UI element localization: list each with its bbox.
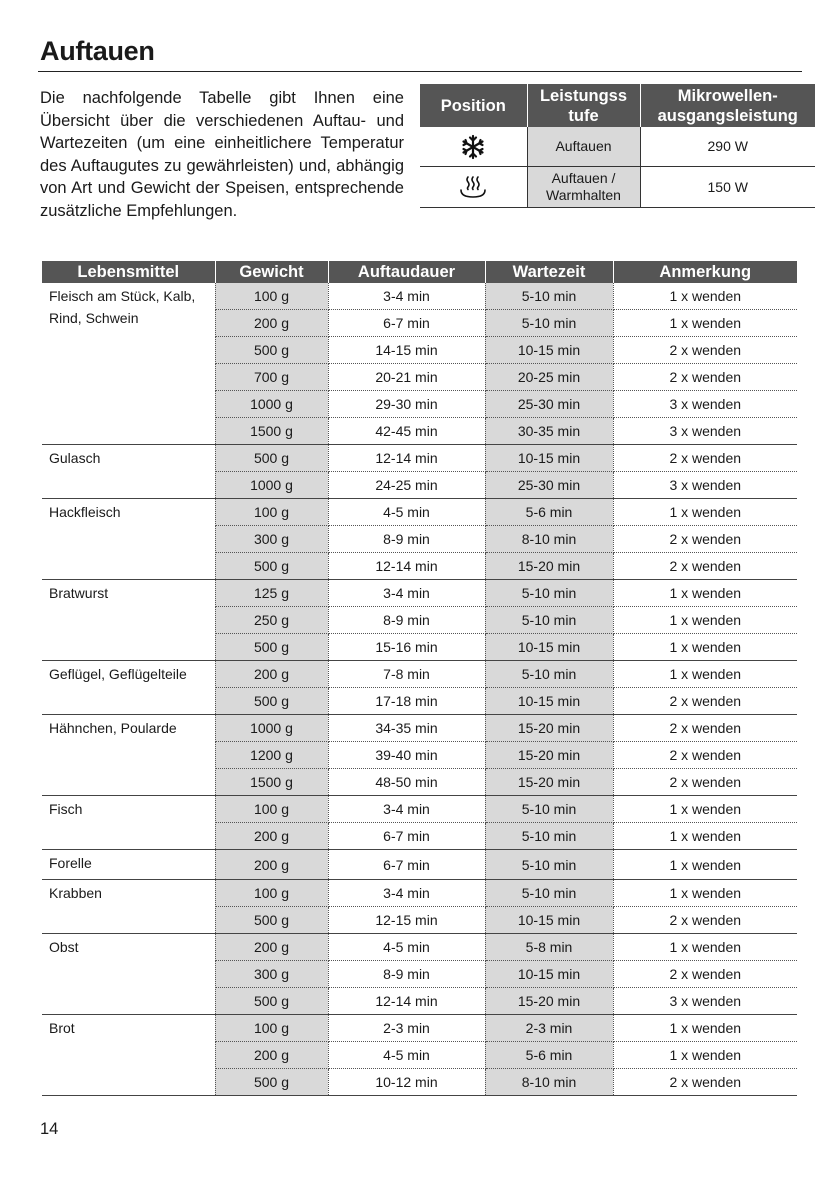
standing-time-cell: 5-6 min bbox=[485, 1042, 613, 1069]
note-cell: 1 x wenden bbox=[613, 607, 797, 634]
weight-cell: 250 g bbox=[215, 607, 328, 634]
table-row bbox=[42, 1015, 797, 1042]
weight-cell: 200 g bbox=[215, 1042, 328, 1069]
standing-time-cell: 8-10 min bbox=[485, 526, 613, 553]
table-row bbox=[42, 934, 797, 961]
defrost-time-cell: 12-15 min bbox=[328, 907, 485, 934]
note-cell: 2 x wenden bbox=[613, 769, 797, 796]
defrost-time-cell: 3-4 min bbox=[328, 796, 485, 823]
note-cell: 2 x wenden bbox=[613, 526, 797, 553]
weight-cell: 200 g bbox=[215, 661, 328, 688]
standing-time-cell: 5-10 min bbox=[485, 796, 613, 823]
defrost-time-cell: 8-9 min bbox=[328, 961, 485, 988]
intro-paragraph: Die nachfolgende Tabelle gibt Ihnen eine Übersicht über die verschiedenen Auftau- und Wartezeiten (um eine einheitlichere Temperatur des Auftaugutes zu gewährleisten) und, abhängig von Art und Gewicht der Speisen, entsprechende zusätzliche Empfehlungen. bbox=[40, 89, 404, 220]
standing-time-cell: 20-25 min bbox=[485, 364, 613, 391]
header-food: Lebensmittel bbox=[42, 261, 215, 283]
page-number: 14 bbox=[40, 1120, 59, 1138]
standing-time-cell: 15-20 min bbox=[485, 988, 613, 1015]
keep-warm-icon bbox=[459, 174, 487, 200]
note-cell: 1 x wenden bbox=[613, 823, 797, 850]
header-weight: Gewicht bbox=[215, 261, 328, 283]
defrost-time-cell: 12-14 min bbox=[328, 553, 485, 580]
defrost-time-cell: 42-45 min bbox=[328, 418, 485, 445]
standing-time-cell: 15-20 min bbox=[485, 553, 613, 580]
power-level-cell: Auftauen bbox=[527, 127, 640, 167]
standing-time-cell: 15-20 min bbox=[485, 715, 613, 742]
power-header-level: Leistungss tufe bbox=[527, 84, 640, 127]
food-cell: Krabben bbox=[42, 880, 215, 934]
defrost-time-cell: 6-7 min bbox=[328, 310, 485, 337]
standing-time-cell: 5-10 min bbox=[485, 607, 613, 634]
weight-cell: 500 g bbox=[215, 445, 328, 472]
note-cell: 2 x wenden bbox=[613, 553, 797, 580]
snowflake-icon bbox=[460, 134, 486, 160]
weight-cell: 1500 g bbox=[215, 418, 328, 445]
standing-time-cell: 5-10 min bbox=[485, 661, 613, 688]
weight-cell: 100 g bbox=[215, 1015, 328, 1042]
table-row bbox=[42, 580, 797, 607]
note-cell: 2 x wenden bbox=[613, 337, 797, 364]
note-cell: 2 x wenden bbox=[613, 961, 797, 988]
defrost-time-cell: 8-9 min bbox=[328, 607, 485, 634]
defrost-time-cell: 7-8 min bbox=[328, 661, 485, 688]
power-level-table bbox=[420, 84, 815, 208]
power-header-position: Position bbox=[420, 84, 527, 127]
food-cell: Brot bbox=[42, 1015, 215, 1096]
note-cell: 2 x wenden bbox=[613, 715, 797, 742]
note-cell: 3 x wenden bbox=[613, 418, 797, 445]
page-title: Auftauen bbox=[40, 36, 155, 66]
food-cell: Geflügel, Geflügelteile bbox=[42, 661, 215, 715]
note-cell: 2 x wenden bbox=[613, 742, 797, 769]
table-row bbox=[42, 715, 797, 742]
table-row bbox=[42, 850, 797, 880]
table-row bbox=[42, 661, 797, 688]
food-cell: Forelle bbox=[42, 850, 215, 880]
food-cell: Obst bbox=[42, 934, 215, 1015]
note-cell: 3 x wenden bbox=[613, 988, 797, 1015]
defrost-time-cell: 14-15 min bbox=[328, 337, 485, 364]
standing-time-cell: 10-15 min bbox=[485, 961, 613, 988]
defrost-time-cell: 10-12 min bbox=[328, 1069, 485, 1096]
standing-time-cell: 5-10 min bbox=[485, 310, 613, 337]
standing-time-cell: 10-15 min bbox=[485, 445, 613, 472]
food-cell: Fleisch am Stück, Kalb, Rind, Schwein bbox=[42, 283, 215, 445]
weight-cell: 1000 g bbox=[215, 391, 328, 418]
defrost-time-cell: 6-7 min bbox=[328, 850, 485, 880]
standing-time-cell: 10-15 min bbox=[485, 337, 613, 364]
weight-cell: 1000 g bbox=[215, 715, 328, 742]
standing-time-cell: 30-35 min bbox=[485, 418, 613, 445]
food-cell: Bratwurst bbox=[42, 580, 215, 661]
note-cell: 3 x wenden bbox=[613, 472, 797, 499]
defrost-time-cell: 34-35 min bbox=[328, 715, 485, 742]
standing-time-cell: 5-6 min bbox=[485, 499, 613, 526]
note-cell: 1 x wenden bbox=[613, 580, 797, 607]
power-output-cell: 150 W bbox=[640, 167, 815, 208]
weight-cell: 100 g bbox=[215, 283, 328, 310]
standing-time-cell: 10-15 min bbox=[485, 634, 613, 661]
note-cell: 1 x wenden bbox=[613, 499, 797, 526]
defrost-time-cell: 20-21 min bbox=[328, 364, 485, 391]
food-cell: Hähnchen, Poularde bbox=[42, 715, 215, 796]
standing-time-cell: 5-8 min bbox=[485, 934, 613, 961]
defrost-time-cell: 15-16 min bbox=[328, 634, 485, 661]
defrost-time-cell: 48-50 min bbox=[328, 769, 485, 796]
weight-cell: 500 g bbox=[215, 1069, 328, 1096]
table-row bbox=[42, 796, 797, 823]
note-cell: 1 x wenden bbox=[613, 283, 797, 310]
note-cell: 2 x wenden bbox=[613, 364, 797, 391]
defrost-time-cell: 8-9 min bbox=[328, 526, 485, 553]
weight-cell: 500 g bbox=[215, 337, 328, 364]
defrost-time-cell: 12-14 min bbox=[328, 988, 485, 1015]
weight-cell: 100 g bbox=[215, 499, 328, 526]
note-cell: 1 x wenden bbox=[613, 850, 797, 880]
defrost-table bbox=[42, 261, 797, 1096]
note-cell: 1 x wenden bbox=[613, 634, 797, 661]
note-cell: 1 x wenden bbox=[613, 1015, 797, 1042]
defrost-time-cell: 2-3 min bbox=[328, 1015, 485, 1042]
defrost-time-cell: 3-4 min bbox=[328, 880, 485, 907]
weight-cell: 300 g bbox=[215, 961, 328, 988]
note-cell: 2 x wenden bbox=[613, 1069, 797, 1096]
food-cell: Hackfleisch bbox=[42, 499, 215, 580]
power-position-cell bbox=[420, 127, 527, 167]
standing-time-cell: 5-10 min bbox=[485, 880, 613, 907]
note-cell: 1 x wenden bbox=[613, 934, 797, 961]
standing-time-cell: 5-10 min bbox=[485, 283, 613, 310]
weight-cell: 1200 g bbox=[215, 742, 328, 769]
weight-cell: 200 g bbox=[215, 934, 328, 961]
weight-cell: 500 g bbox=[215, 907, 328, 934]
weight-cell: 125 g bbox=[215, 580, 328, 607]
weight-cell: 100 g bbox=[215, 796, 328, 823]
note-cell: 1 x wenden bbox=[613, 1042, 797, 1069]
table-row bbox=[42, 880, 797, 907]
header-note: Anmerkung bbox=[613, 261, 797, 283]
weight-cell: 300 g bbox=[215, 526, 328, 553]
weight-cell: 200 g bbox=[215, 823, 328, 850]
weight-cell: 500 g bbox=[215, 688, 328, 715]
power-header-output: Mikrowellen- ausgangsleistung bbox=[640, 84, 815, 127]
header-standing-time: Wartezeit bbox=[485, 261, 613, 283]
note-cell: 2 x wenden bbox=[613, 445, 797, 472]
note-cell: 2 x wenden bbox=[613, 688, 797, 715]
weight-cell: 1500 g bbox=[215, 769, 328, 796]
standing-time-cell: 10-15 min bbox=[485, 907, 613, 934]
standing-time-cell: 25-30 min bbox=[485, 472, 613, 499]
defrost-time-cell: 4-5 min bbox=[328, 934, 485, 961]
weight-cell: 200 g bbox=[215, 850, 328, 880]
table-row bbox=[42, 499, 797, 526]
power-row bbox=[420, 127, 815, 167]
note-cell: 2 x wenden bbox=[613, 907, 797, 934]
standing-time-cell: 8-10 min bbox=[485, 1069, 613, 1096]
note-cell: 1 x wenden bbox=[613, 796, 797, 823]
table-row bbox=[42, 445, 797, 472]
food-cell: Fisch bbox=[42, 796, 215, 850]
standing-time-cell: 25-30 min bbox=[485, 391, 613, 418]
header-defrost-time: Auftaudauer bbox=[328, 261, 485, 283]
defrost-table-body bbox=[42, 283, 797, 1096]
table-row bbox=[42, 283, 797, 310]
title-divider bbox=[38, 71, 802, 72]
standing-time-cell: 5-10 min bbox=[485, 580, 613, 607]
note-cell: 1 x wenden bbox=[613, 310, 797, 337]
standing-time-cell: 5-10 min bbox=[485, 850, 613, 880]
power-row bbox=[420, 167, 815, 208]
standing-time-cell: 15-20 min bbox=[485, 769, 613, 796]
standing-time-cell: 10-15 min bbox=[485, 688, 613, 715]
weight-cell: 500 g bbox=[215, 634, 328, 661]
power-level-cell: Auftauen / Warmhalten bbox=[527, 167, 640, 208]
power-position-cell bbox=[420, 167, 527, 208]
defrost-time-cell: 6-7 min bbox=[328, 823, 485, 850]
weight-cell: 700 g bbox=[215, 364, 328, 391]
weight-cell: 100 g bbox=[215, 880, 328, 907]
defrost-time-cell: 39-40 min bbox=[328, 742, 485, 769]
weight-cell: 500 g bbox=[215, 553, 328, 580]
standing-time-cell: 2-3 min bbox=[485, 1015, 613, 1042]
defrost-time-cell: 4-5 min bbox=[328, 499, 485, 526]
defrost-time-cell: 29-30 min bbox=[328, 391, 485, 418]
defrost-time-cell: 17-18 min bbox=[328, 688, 485, 715]
weight-cell: 1000 g bbox=[215, 472, 328, 499]
note-cell: 1 x wenden bbox=[613, 661, 797, 688]
standing-time-cell: 15-20 min bbox=[485, 742, 613, 769]
defrost-time-cell: 12-14 min bbox=[328, 445, 485, 472]
food-cell: Gulasch bbox=[42, 445, 215, 499]
standing-time-cell: 5-10 min bbox=[485, 823, 613, 850]
defrost-time-cell: 3-4 min bbox=[328, 283, 485, 310]
defrost-time-cell: 3-4 min bbox=[328, 580, 485, 607]
note-cell: 3 x wenden bbox=[613, 391, 797, 418]
defrost-time-cell: 24-25 min bbox=[328, 472, 485, 499]
weight-cell: 500 g bbox=[215, 988, 328, 1015]
weight-cell: 200 g bbox=[215, 310, 328, 337]
power-output-cell: 290 W bbox=[640, 127, 815, 167]
defrost-time-cell: 4-5 min bbox=[328, 1042, 485, 1069]
note-cell: 1 x wenden bbox=[613, 880, 797, 907]
